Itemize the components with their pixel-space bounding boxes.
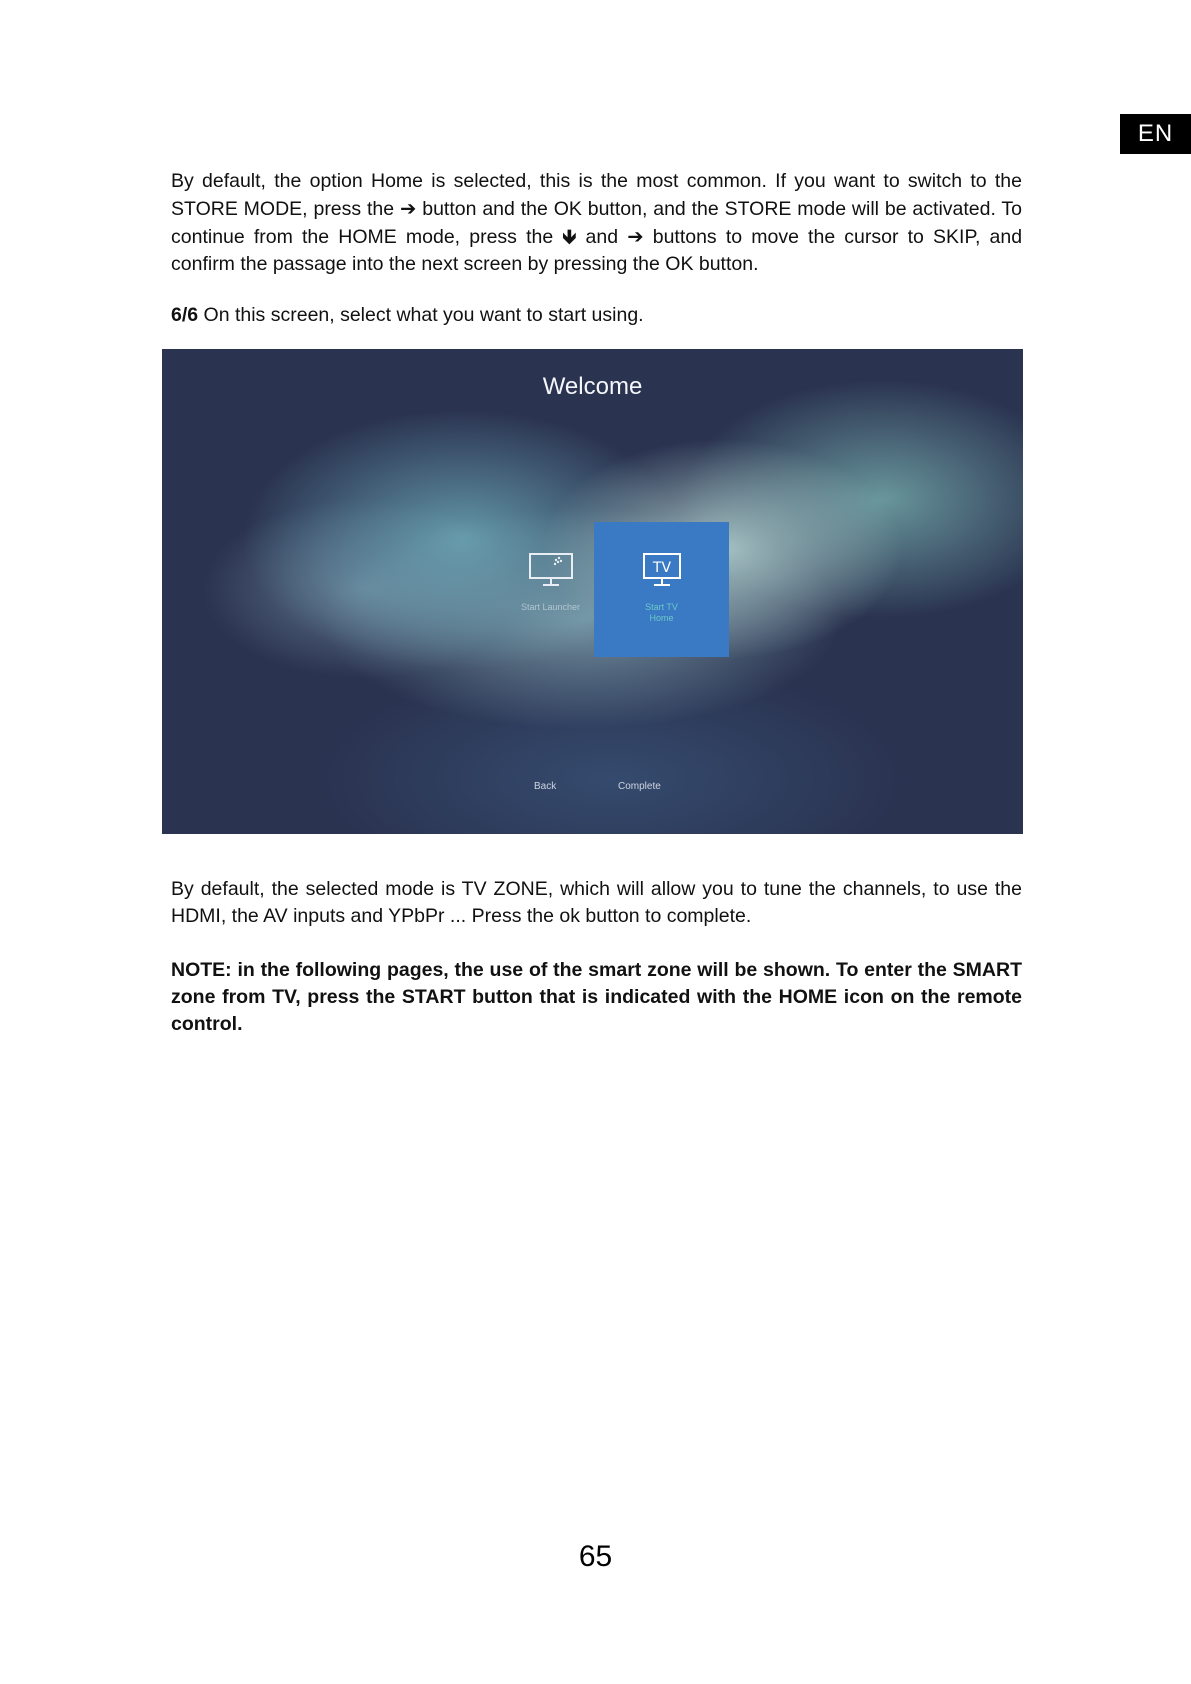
step-text: On this screen, select what you want to start using. xyxy=(203,304,644,326)
intro-paragraph xyxy=(171,168,1022,278)
start-tv-sublabel: Home xyxy=(649,613,674,623)
start-launcher-label: Start Launcher xyxy=(520,602,581,612)
intro-text-3: and xyxy=(585,226,619,248)
back-button[interactable]: Back xyxy=(534,781,557,792)
intro-text-2: button and the OK button, and the STORE mode will be activated. To continue from the HOME mode, press the xyxy=(171,198,1023,248)
page-number: 65 xyxy=(578,1540,613,1573)
tv-welcome-screenshot xyxy=(162,349,1023,834)
start-tv-tile[interactable] xyxy=(594,522,729,657)
intro-text-1: By default, the option Home is selected, this is the most common. If you want to switch to the STORE MODE, press the xyxy=(171,170,1022,220)
start-tv-label: Start TV xyxy=(645,602,678,612)
step-number: 6/6 xyxy=(171,304,199,326)
arrow-right-icon: ➔ xyxy=(400,197,417,220)
welcome-title: Welcome xyxy=(542,373,643,400)
launcher-monitor-icon xyxy=(528,552,574,595)
arrow-down-icon: 🡻 xyxy=(562,225,577,248)
note-paragraph: NOTE: in the following pages, the use of the smart zone will be shown. To enter the SMART zone from TV, press the START button that is indicated with the HOME icon on the remote control. xyxy=(171,959,1022,1035)
intro-text-4: buttons to move the cursor to SKIP, and confirm the passage into the next screen by pressing the OK button. xyxy=(171,226,1023,275)
arrow-right-icon: ➔ xyxy=(627,225,644,248)
tv-monitor-icon xyxy=(642,552,682,595)
tv-icon-text: TV xyxy=(652,560,671,576)
complete-button[interactable]: Complete xyxy=(618,781,661,792)
after-paragraph: By default, the selected mode is TV ZONE, which will allow you to tune the channels, to use the HDMI, the AV inputs and YPbPr ... Press the ok button to complete. xyxy=(171,878,1022,927)
step-paragraph xyxy=(171,302,1022,329)
language-tab: EN xyxy=(1120,114,1191,154)
